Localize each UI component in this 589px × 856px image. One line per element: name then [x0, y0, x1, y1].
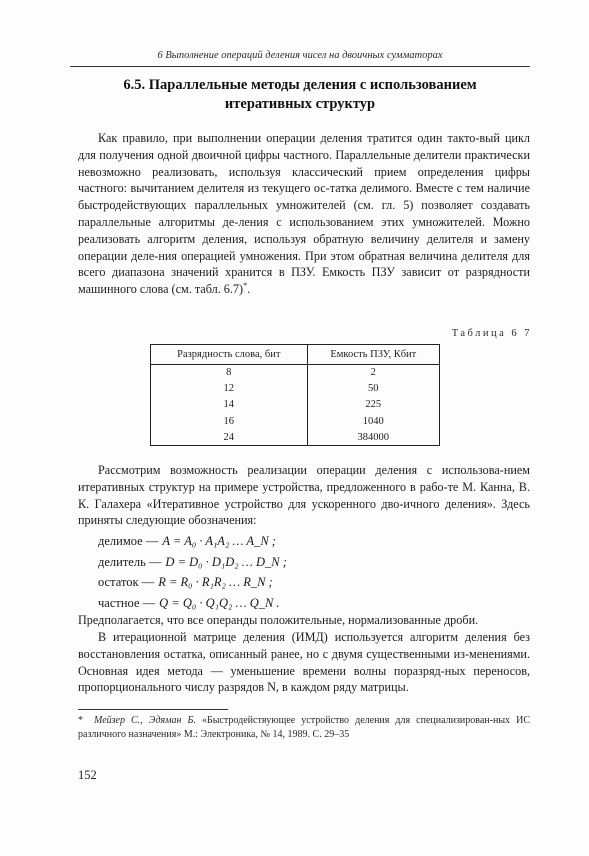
footnote-reference: * [243, 281, 248, 291]
page-number: 152 [78, 768, 97, 782]
paragraph-intro-text: Как правило, при выполнении операции деления тратится один такто-вый цикл для получения одной двоичной цифры частного. Параллельные делители практически невозможно реализовать, используя классический прием определения цифры частного: вычитанием делителя из текущего ос-татка делимого. Вместе с тем наличие быстродействующих параллельных умножителей (см. гл. 5) позволяет создавать параллельные алгоритмы де-ления с использованием этих умножителей. Можно реализовать алгоритм деления, используя обратную величину делителя и замену операции деле-ния операцией умножения. При этом обратная величина делителя для всего диапазона значений хранится в ПЗУ. Емкость ПЗУ зависит от разрядности машинного слова (см. табл. 6.7) [78, 131, 530, 297]
footnote-mark: * [78, 715, 83, 726]
table-caption: Таблица 6 7 [451, 328, 532, 339]
paragraph-iterative-text: Рассмотрим возможность реализации операции деления с использова-нием итеративных структур на примере устройства, предложенного в рабо-те М. Канна, В. К. Галахера «Итеративное устройство для ускоренного дво-ичного деления». Здесь приняты следующие обозначения: [78, 463, 530, 528]
paragraph-iterative [78, 462, 530, 529]
paragraph-imd [78, 629, 530, 696]
section-title [80, 76, 520, 114]
paragraph-imd-text: В итерационной матрице деления (ИМД) используется алгоритм деления без восстановления остатка, описанный ранее, но с двумя существенными из-менениями. Основная идея метода — уменьшение времени волны поразряд-ных переносов, пропорционального числу разрядов N, в каждом ряду матрицы. [78, 630, 530, 695]
formula-label: частное — [98, 595, 156, 610]
footnote [78, 714, 530, 742]
formula-quotient [78, 593, 530, 614]
table-header-row [151, 345, 440, 365]
table-cell: 1040 [307, 413, 439, 429]
table-row [151, 413, 440, 429]
table-cell: 24 [151, 429, 308, 445]
paragraph-intro: Как правило, при выполнении операции деления тратится один такто-вый цикл для получения одной двоичной цифры частного. Параллельные делители практически невозможно реализовать, используя классический прием определения цифры частного: вычитанием делителя из текущего ос-татка делимого. Вместе с тем наличие быстродействующих параллельных умножителей (см. гл. 5) позволяет создавать параллельные алгоритмы де-ления с использованием этих умножителей. Можно реализовать алгоритм деления, используя обратную величину делителя и замену операции деле-ния операцией умножения. При этом обратная величина делителя для всего диапазона значений хранится в ПЗУ. Емкость ПЗУ зависит от разрядности машинного слова (см. табл. 6.7)*. [78, 131, 530, 297]
formula-expression: Q = Q₀ · Q₁Q₂ … Q_N . [159, 595, 280, 610]
formula-expression: D = D₀ · D₁D₂ … D_N ; [165, 554, 287, 569]
table-row [151, 397, 440, 413]
table-header-word-width: Разрядность слова, бит [151, 345, 308, 365]
table-cell: 12 [151, 381, 308, 397]
formula-label: делитель — [98, 554, 162, 569]
formula-expression: R = R₀ · R₁R₂ … R_N ; [158, 575, 273, 589]
section-title-line1: Параллельные методы деления с использованием [148, 77, 477, 93]
section-title-line2: итеративных структур [224, 96, 376, 112]
paragraph-assumption: Предполагается, что все операнды положительные, нормализованные дроби. [78, 613, 479, 627]
footnote-rule [78, 709, 228, 710]
formula-label: остаток — [98, 575, 155, 589]
footnote-text: «Быстродействующее устройство деления для специализирован-ных ИС различного назначения» М.: Электроника, № 14, 1989. С. 29–35 [78, 715, 531, 740]
table-row [151, 365, 440, 381]
formula-label: делимое — [98, 534, 159, 548]
formula-remainder [78, 572, 530, 593]
table-cell: 2 [307, 365, 439, 381]
formula-divisor [78, 552, 530, 573]
section-number: 6.5. [123, 77, 146, 93]
table-row [151, 381, 440, 397]
formula-dividend [78, 531, 530, 552]
table-header-rom-capacity: Емкость ПЗУ, Кбит [307, 345, 439, 365]
table-cell: 50 [307, 381, 439, 397]
table-cell: 384000 [307, 429, 439, 445]
table-cell: 16 [151, 413, 308, 429]
rom-capacity-table [150, 344, 440, 446]
notation-list [78, 531, 530, 613]
formula-expression: A = A₀ · A₁A₂ … A_N ; [162, 534, 276, 548]
table-row [151, 429, 440, 445]
header-rule [70, 66, 530, 67]
table-cell: 225 [307, 397, 439, 413]
running-head: 6 Выполнение операций деления чисел на двоичных сумматорах [157, 50, 443, 61]
table-cell: 14 [151, 397, 308, 413]
footnote-authors: Мейзер С., Эдяман Б. [94, 715, 196, 726]
table-cell: 8 [151, 365, 308, 381]
